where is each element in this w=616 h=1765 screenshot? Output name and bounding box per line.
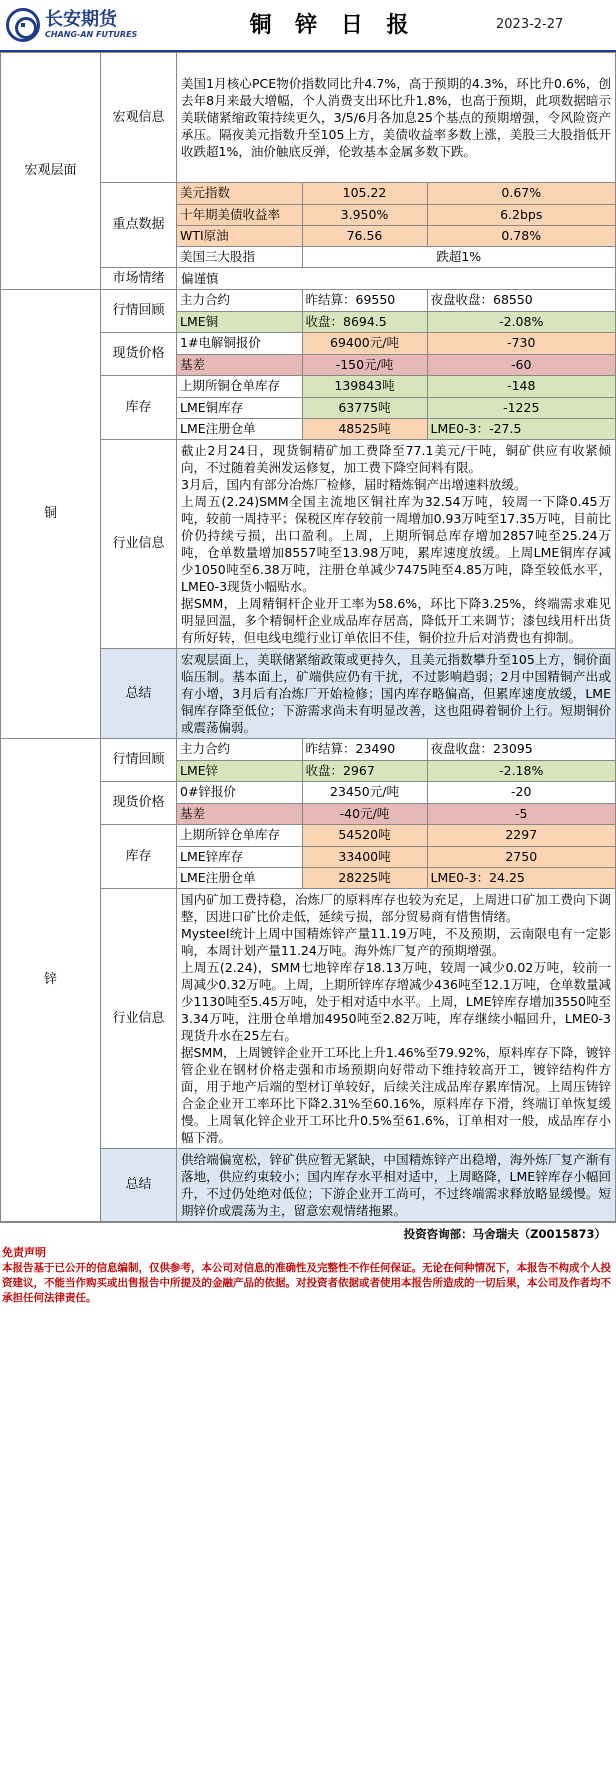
zinc-stock-table	[177, 825, 615, 888]
zinc-stock-row: 上期所锌仓单库存 54520吨 2297	[177, 825, 615, 846]
zinc-summary-label: 总结	[101, 1149, 177, 1222]
copper-spot-label: 现货价格	[101, 333, 177, 376]
key-data-table	[177, 183, 615, 267]
zinc-spot-label: 现货价格	[101, 782, 177, 825]
copper-industry-para: 截止2月24日，现货铜精矿加工费降至77.1美元/干吨，铜矿供应有收紧倾向，不过随着美洲发运修复，加工费下降空间料有限。	[181, 443, 611, 475]
copper-review-row: 主力合约 昨结算：69550 夜盘收盘：68550	[177, 290, 615, 311]
market-mood-value: 偏谨慎	[177, 268, 616, 290]
key-data-row: WTI原油 76.56 0.78%	[177, 225, 615, 246]
copper-spot-row: 基差 -150元/吨 -60	[177, 354, 615, 375]
copper-review-table	[177, 290, 615, 332]
copper-review-row: LME铜 收盘：8694.5 -2.08%	[177, 311, 615, 332]
zinc-stock-row: LME锌库存 33400吨 2750	[177, 846, 615, 867]
report-date: 2023-2-27	[496, 17, 564, 32]
report-table	[0, 52, 616, 1222]
copper-stock-table	[177, 376, 615, 439]
zinc-review-label: 行情回顾	[101, 739, 177, 782]
zinc-stock-label: 库存	[101, 825, 177, 889]
zinc-spot-row: 0#锌报价 23450元/吨 -20	[177, 782, 615, 803]
report-footer	[0, 1222, 616, 1306]
zinc-stock-row: LME注册仓单 28225吨 LME0-3：24.25	[177, 867, 615, 888]
logo-english-name: CHANG-AN FUTURES	[45, 30, 138, 39]
disclaimer-title: 免责声明	[2, 1246, 46, 1259]
zinc-spot-table	[177, 782, 615, 824]
zinc-review-row: LME锌 收盘：2967 -2.18%	[177, 760, 615, 781]
copper-stock-label: 库存	[101, 376, 177, 440]
zinc-review-row: 主力合约 昨结算：23490 夜盘收盘：23095	[177, 739, 615, 760]
macro-info-label: 宏观信息	[101, 53, 177, 183]
logo-emblem-icon	[6, 8, 40, 42]
copper-stock-row: LME铜库存 63775吨 -1225	[177, 397, 615, 418]
copper-industry-para: 3月后，国内有部分冶炼厂检修，届时精炼铜产出增速料放缓。	[181, 477, 527, 492]
key-data-row: 美国三大股指 跌超1%	[177, 246, 615, 267]
key-data-label: 重点数据	[101, 183, 177, 268]
zinc-industry-para: 据SMM，上周镀锌企业开工环比上升1.46%至79.92%，原料库存下降，镀锌管企业在钢材价格走强和市场预期向好带动下维持较高开工，镀锌结构件方面，用于地产后端的型材订单较好，后续关注成品库存累库情况。上周压铸锌合金企业开工率环比下降2.31%至60.16%，原料库存下滑，终端订单恢复缓慢。上周氧化锌企业开工环比升0.5%至61.6%，订单相对一般，成品库存小幅下滑。	[181, 1045, 611, 1145]
zinc-industry-para: Mysteel统计上周中国精炼锌产量11.19万吨，不及预期，云南限电有一定影响，本周计划产量11.24万吨。海外炼厂复产的预期增强。	[181, 926, 611, 958]
section-copper: 铜	[1, 290, 101, 739]
copper-industry-text	[177, 440, 616, 649]
report-header	[0, 0, 616, 52]
key-data-row: 美元指数 105.22 0.67%	[177, 183, 615, 204]
copper-summary-text: 宏观层面上，美联储紧缩政策或更持久，且美元指数攀升至105上方，铜价面临压制。基本面上，矿端供应仍有干扰，不过影响趋弱；2月中国精铜产出或有小增，3月后有冶炼厂开始检修；国内库存略偏高，但累库速度放缓，LME铜库存降至低位；下游需求尚未有明显改善，这也阻碍着铜价上行。短期铜价或震荡偏弱。	[177, 649, 616, 739]
disclaimer-text: 本报告基于已公开的信息编制，仅供参考，本公司对信息的准确性及完整性不作任何保证。无论在何种情况下，本报告不构成个人投资建议，不能当作购买或出售报告中所提及的金融产品的依据。对投资者依据或者使用本报告所造成的一切后果，本公司及作者均不承担任何法律责任。	[2, 1262, 611, 1304]
zinc-industry-para: 国内矿加工费持稳，冶炼厂的原料库存也较为充足，上周进口矿加工费向下调整，因进口矿比价走低，延续亏损，部分贸易商有惜售情绪。	[181, 892, 611, 924]
zinc-summary-text: 供给端偏宽松，锌矿供应暂无紧缺，中国精炼锌产出稳增，海外炼厂复产渐有落地，供应约束较小；国内库存水平相对适中，上周略降，LME锌库存小幅回升，不过仍处绝对低位；下游企业开工尚可，不过终端需求释放略显缓慢。短期锌价或震荡为主，留意宏观情绪拖累。	[177, 1149, 616, 1222]
zinc-industry-para: 上周五(2.24)，SMM七地锌库存18.13万吨，较周一减少0.02万吨，较前一周减少0.32万吨。上周，上期所锌库存增减少436吨至12.1万吨，仓单数量减少1130吨至5.45万吨，处于相对适中水平。上周，LME锌库存增加3550吨至3.34万吨，注册仓单增加4950吨至2.82万吨，库存继续小幅回升，LME0-3现货升水在25左右。	[181, 960, 611, 1043]
report-title: 铜 锌 日 报	[249, 12, 417, 38]
analyst-credit: 投资咨询部：马舍瑞夫（Z0015873）	[403, 1227, 606, 1241]
section-macro: 宏观层面	[1, 53, 101, 290]
logo-chinese-name: 长安期货	[45, 9, 117, 30]
copper-stock-row: LME注册仓单 48525吨 LME0-3：-27.5	[177, 418, 615, 439]
market-mood-label: 市场情绪	[101, 268, 177, 290]
copper-summary-label: 总结	[101, 649, 177, 739]
zinc-industry-label: 行业信息	[101, 889, 177, 1149]
copper-industry-para: 上周五(2.24)SMM全国主流地区铜社库为32.54万吨，较周一下降0.45万吨，较前一周持平；保税区库存较前一周增加0.93万吨至17.35万吨，目前比价仍持续亏损，出口盈利。上周，上期所铜总库存增加2857吨至25.24万吨，仓单数量增加8557吨至13.98万吨，累库速度放缓。上周LME铜库存减少1050吨至6.38万吨，注册仓单减少7475吨至4.85万吨，降至较低水平，LME0-3现货小幅贴水。	[181, 494, 611, 594]
copper-industry-label: 行业信息	[101, 440, 177, 649]
key-data-row: 十年期美债收益率 3.950% 6.2bps	[177, 204, 615, 225]
copper-spot-table	[177, 333, 615, 375]
macro-info-text: 美国1月核心PCE物价指数同比升4.7%，高于预期的4.3%，环比升0.6%，创去年8月来最大增幅，个人消费支出环比升1.8%，也高于预期，此项数据暗示美联储紧缩政策持续更久，3/5/6月各加息25个基点的预期增强，令风险资产承压。隔夜美元指数升至105上方，美债收益率多数上涨，美股三大股指低开收跌超1%，油价触底反弹，伦敦基本金属多数下跌。	[177, 53, 616, 183]
zinc-industry-text	[177, 889, 616, 1149]
zinc-spot-row: 基差 -40元/吨 -5	[177, 803, 615, 824]
copper-stock-row: 上期所铜仓单库存 139843吨 -148	[177, 376, 615, 397]
copper-review-label: 行情回顾	[101, 290, 177, 333]
copper-spot-row: 1#电解铜报价 69400元/吨 -730	[177, 333, 615, 354]
copper-industry-para: 据SMM，上周精铜杆企业开工率为58.6%，环比下降3.25%，终端需求难见明显回温，多个精铜杆企业成品库存居高，降低开工来调节；漆包线用杆出货有所好转，但电线电缆行业订单依旧不佳，铜价拉升后对消费也有抑制。	[181, 596, 611, 645]
company-logo	[0, 8, 170, 42]
zinc-review-table	[177, 739, 615, 781]
section-zinc: 锌	[1, 739, 101, 1222]
